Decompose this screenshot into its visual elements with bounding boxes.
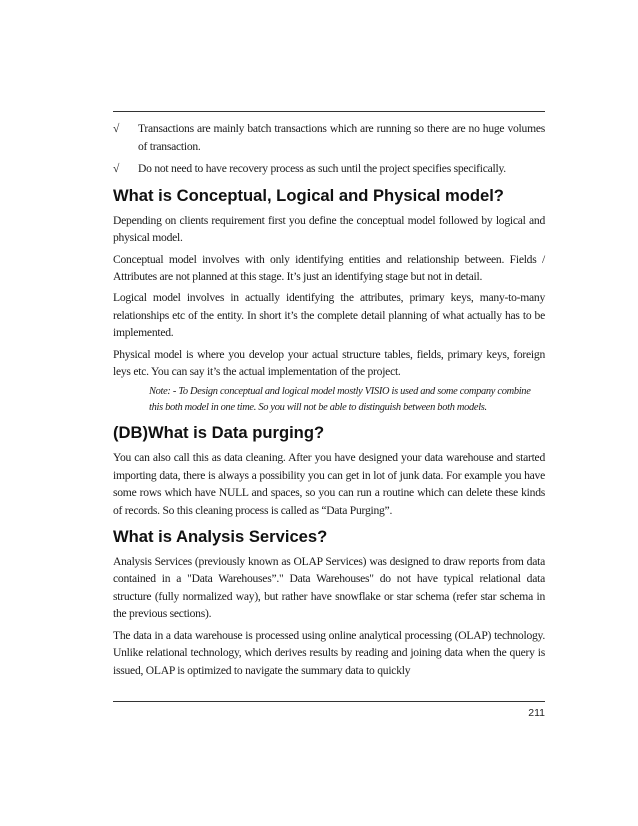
note: Note: - To Design conceptual and logical model mostly VISIO is used and some company combine this both model in one time. So you will not be able to distinguish between both models. (149, 386, 531, 413)
paragraph: Depending on clients requirement first you define the conceptual model followed by logical and physical model. (113, 213, 545, 245)
bullet-item (113, 160, 545, 178)
paragraph: The data in a data warehouse is processed using online analytical processing (OLAP) technology. Unlike relational technology, which derives results by reading and joining data when the query is issued, OLAP is optimized to navigate the summary data to quickly (113, 628, 545, 677)
page-number: 211 (528, 707, 545, 719)
check-mark-icon: √ (113, 162, 120, 176)
paragraph: Conceptual model involves with only identifying entities and relationship between. Fields / Attributes are not planned at this stage. It’s just an identifying stage but not in detail. (113, 252, 545, 283)
check-mark-icon: √ (113, 122, 120, 135)
heading-purging: (DB)What is Data purging? (113, 423, 325, 443)
bullet-item (113, 120, 545, 155)
paragraph: Logical model involves in actually identifying the attributes, primary keys, many-to-many relationships etc of the entity. In short it’s the complete detail planning of what actually has to be implemented. (113, 291, 545, 340)
heading-models: What is Conceptual, Logical and Physical model? (113, 185, 504, 205)
page-content (113, 120, 545, 683)
bullet-text: Transactions are mainly batch transactions which are running so there are no huge volumes of transaction. (138, 122, 545, 153)
header-rule (113, 111, 545, 112)
paragraph: You can also call this as data cleaning. After you have designed your data warehouse and started importing data, there is always a possibility you can get in lot of junk data. For example you have some rows which have NULL and spaces, so you can run a routine which can delete these kinds of records. So this cleaning process is called as “Data Purging”. (113, 451, 545, 517)
footer-rule (113, 701, 545, 702)
heading-analysis: What is Analysis Services? (113, 527, 328, 547)
paragraph: Analysis Services (previously known as OLAP Services) was designed to draw reports from data contained in a "Data Warehouses”." Data Warehouses" do not have typical relational data structure (fully normalized way), but rather have snowflake or star schema (refer star schema in the previous sections). (113, 555, 545, 621)
paragraph: Physical model is where you develop your actual structure tables, fields, primary keys, foreign leys etc. You can say it’s the actual implementation of the project. (113, 347, 545, 379)
bullet-text: Do not need to have recovery process as such until the project specifies specifically. (138, 162, 506, 176)
